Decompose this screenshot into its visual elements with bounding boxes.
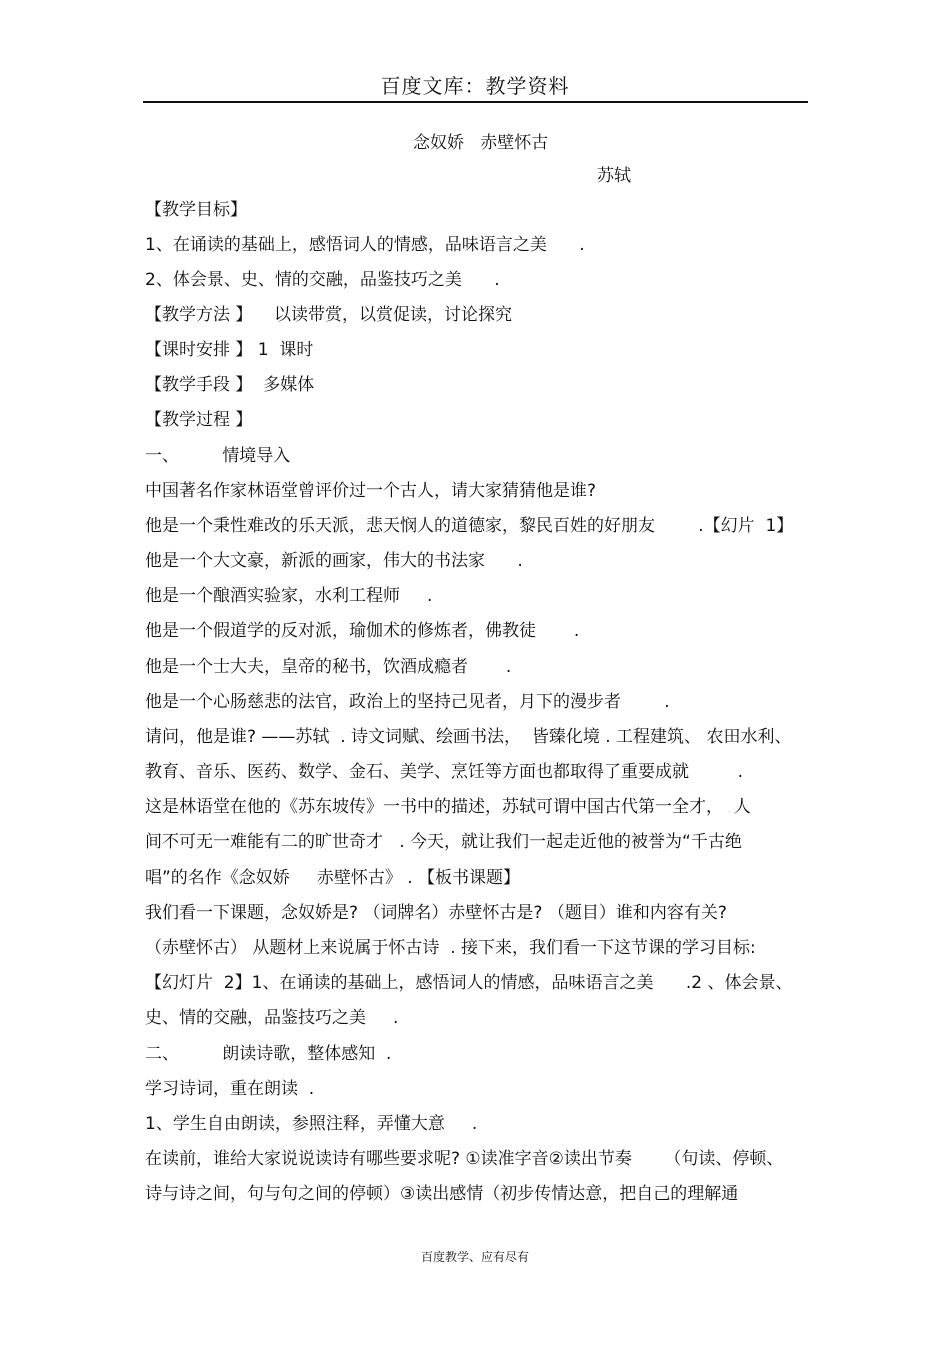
body-line: 史、情的交融，品鉴技巧之美 . bbox=[145, 1008, 399, 1028]
body-line: 他是一个心肠慈悲的法官，政治上的坚持己见者，月下的漫步者 . bbox=[145, 692, 670, 712]
body-line: 他是一个假道学的反对派，瑜伽术的修炼者，佛教徒 . bbox=[145, 621, 580, 641]
body-line: 他是一个大文豪，新派的画家，伟大的书法家 . bbox=[145, 551, 523, 571]
body-line: 间不可无一难能有二的旷世奇才 . 今天，就让我们一起走近他的被誉为“千古绝 bbox=[145, 832, 742, 852]
body-line: 这是林语堂在他的《苏东坡传》一书中的描述，苏轼可谓中国古代第一全才， 人 bbox=[145, 797, 751, 817]
body-line: 唱”的名作《念奴娇 赤壁怀古》 . 【板书课题】 bbox=[145, 868, 521, 888]
body-line: 【课时安排 】 1 课时 bbox=[145, 340, 314, 360]
body-line: 他是一个士大夫，皇帝的秘书，饮酒成瘾者 . bbox=[145, 657, 512, 677]
body-line: 1、学生自由朗读，参照注释，弄懂大意 . bbox=[145, 1114, 478, 1134]
body-line: 在读前，谁给大家说说读诗有哪些要求呢? ①读准字音②读出节奏 （句读、停顿、 bbox=[145, 1149, 784, 1169]
document-title: 念奴娇 赤壁怀古 bbox=[413, 133, 549, 153]
body-line: 二、 朗读诗歌，整体感知 . bbox=[145, 1044, 392, 1064]
body-line: 请问，他是谁? ——苏轼 . 诗文词赋、绘画书法， 皆臻化境 . 工程建筑、 农田水利、 bbox=[145, 727, 792, 747]
body-line: 中国著名作家林语堂曾评价过一个古人，请大家猜猜他是谁? bbox=[145, 481, 597, 501]
body-line: 我们看一下课题，念奴娇是? （词牌名）赤壁怀古是? （题目）谁和内容有关? bbox=[145, 903, 727, 923]
header-title: 百度文库：教学资料 bbox=[380, 74, 570, 98]
body-line: 2、体会景、史、情的交融，品鉴技巧之美 . bbox=[145, 270, 500, 290]
body-line: （赤壁怀古） 从题材上来说属于怀古诗 . 接下来，我们看一下这节课的学习目标: bbox=[145, 938, 756, 958]
body-line: 【幻灯片 2】1、在诵读的基础上，感悟词人的情感，品味语言之美 .2 、体会景、 bbox=[145, 973, 793, 993]
body-line: 他是一个酿酒实验家，水利工程师 . bbox=[145, 586, 433, 606]
body-line: 【教学方法 】 以读带赏，以赏促读，讨论探究 bbox=[145, 305, 513, 325]
body-line: 【教学手段 】 多媒体 bbox=[145, 375, 315, 395]
body-line: 诗与诗之间，句与句之间的停顿）③读出感情（初步传情达意，把自己的理解通 bbox=[145, 1184, 739, 1204]
body-line: 【教学目标】 bbox=[145, 200, 247, 220]
document-author: 苏轼 bbox=[597, 166, 631, 186]
body-line: 教育、音乐、医药、数学、金石、美学、烹饪等方面也都取得了重要成就 . bbox=[145, 762, 744, 782]
page-footer: 百度教学、应有尽有 bbox=[420, 1250, 529, 1264]
body-line: 学习诗词，重在朗读 . bbox=[145, 1079, 315, 1099]
body-line: 【教学过程 】 bbox=[145, 410, 253, 430]
body-line: 1、在诵读的基础上，感悟词人的情感，品味语言之美 . bbox=[145, 235, 585, 255]
body-line: 他是一个秉性难改的乐天派，悲天悯人的道德家，黎民百姓的好朋友 .【幻片 1】 bbox=[145, 516, 794, 536]
header-divider bbox=[143, 101, 808, 103]
body-line: 一、 情境导入 bbox=[145, 446, 291, 466]
